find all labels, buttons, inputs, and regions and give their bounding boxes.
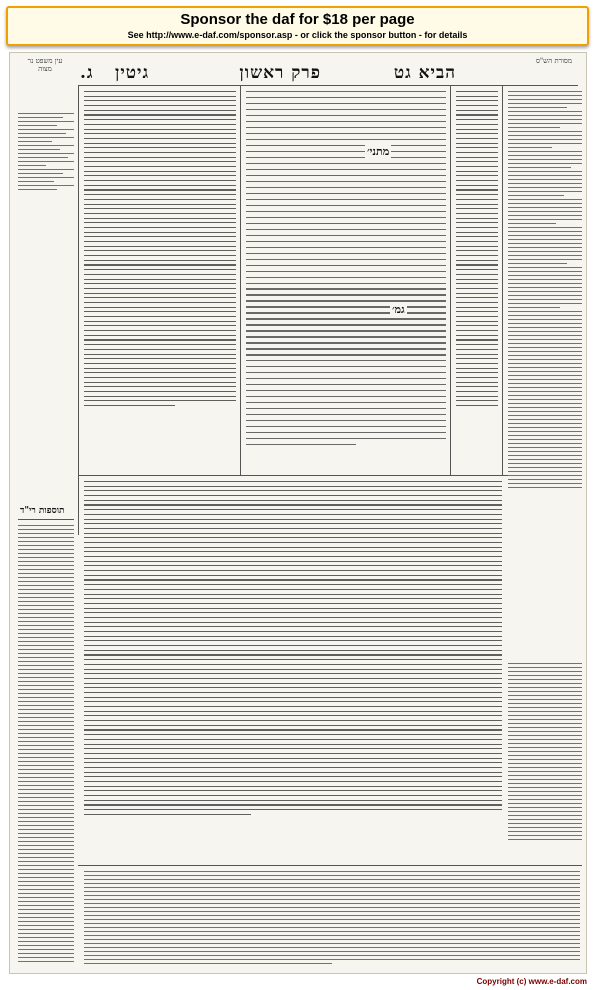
ein-mishpat-label: עין משפט נר מצוה — [27, 57, 63, 73]
sponsor-button[interactable] — [6, 6, 589, 46]
tosafot-column-top — [84, 91, 236, 471]
rule-center-left — [240, 85, 241, 475]
ein-mishpat-column — [18, 113, 74, 233]
copyright-text: Copyright (c) www.e-daf.com — [476, 977, 587, 986]
rule-bottom-notes — [78, 865, 582, 866]
gilyon-hashas-column — [508, 663, 582, 843]
chapter-number: פרק ראשון — [239, 63, 321, 83]
rule-tosafot-rid — [18, 519, 74, 520]
tosafot-rid-column — [18, 525, 74, 965]
talmud-page — [9, 52, 587, 974]
rule-center-right — [450, 85, 451, 475]
masoret-hashas-column — [508, 91, 582, 651]
gemara-column — [246, 91, 446, 471]
rule-top — [78, 85, 578, 86]
rule-right — [502, 85, 503, 475]
rashi-column — [456, 91, 498, 471]
gemara-marker: גמ׳ — [392, 303, 405, 316]
sponsor-subtitle: See http://www.e-daf.com/sponsor.asp - or click the sponsor button - for details — [127, 30, 468, 40]
tractate-name: גיטין — [115, 63, 150, 83]
rule-left — [78, 85, 79, 535]
page-number: ג. — [80, 63, 94, 83]
masoret-hashas-label: מסורת הש"ס — [535, 57, 572, 65]
footnotes-block — [84, 871, 580, 967]
sponsor-title: Sponsor the daf for $18 per page — [180, 11, 415, 28]
chapter-title: הביא גט — [393, 63, 456, 83]
mishna-marker: מתני׳ — [367, 145, 390, 158]
rule-lower — [78, 475, 508, 476]
tosafot-rid-title: תוספות רי"ד — [20, 506, 65, 516]
tosafot-lower-column — [84, 481, 502, 861]
